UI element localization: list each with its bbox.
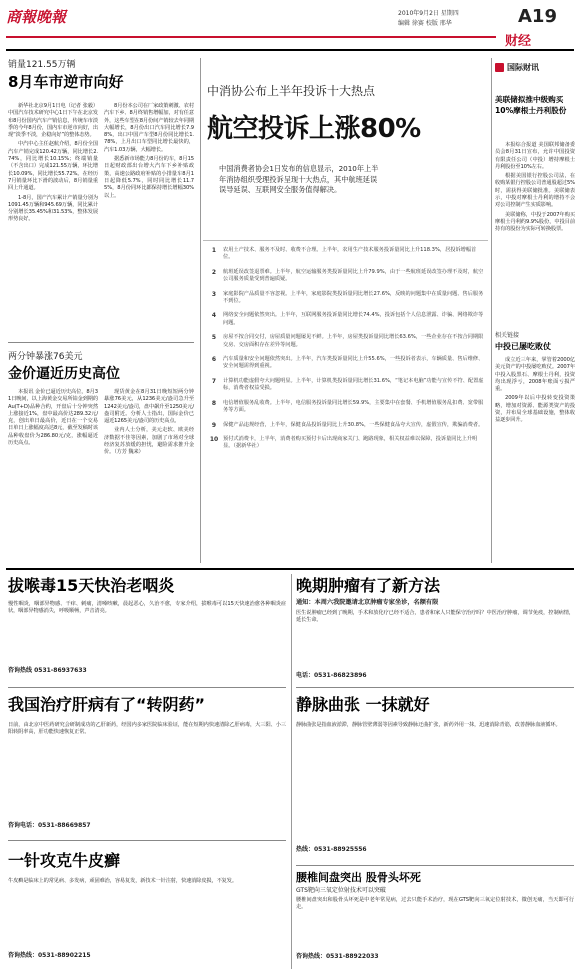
divider <box>296 865 574 866</box>
ad-body: 医生说肿瘤已经到了晚期，手术和放化疗已经不适合，患者和家人只能保守治疗吗？中医治疗肿瘤，调节免疫，控制病情，延长生命。 <box>296 610 574 624</box>
ad-body: 慢性咽炎，咽部异物感、干痒、刺痛，清嗓咳嗽，晨起恶心，久治不愈，专家介绍，拔喉毒可以15天快速治愈各种咽炎症状，咽部异物感消失，呼吸顺畅，声音清亮。 <box>8 601 286 615</box>
feature-complaints <box>203 54 488 566</box>
masthead-rule <box>6 36 496 38</box>
list-item: 2 航班延误改签退票难。上半年，航空运输服务类投诉量同比上升79.9%，由于一些航班延误改签办理不及时，航空公司服务质量受到普遍质疑。 <box>211 268 484 283</box>
newspaper-logo: 商報晚報 <box>6 8 67 26</box>
column-paragraph: 本报综合报道 美国联邦储备委员会8月31日宣布，允许中国投资有限责任公司（中投）增持摩根士丹利股份至10%左右。 <box>495 142 575 170</box>
column-headline: 美联储拟推中级购买10%摩根士丹利股份 <box>495 95 567 115</box>
story-paragraph: 业内人士分析，美元走软、欧美经济数据不佳等因素，加剧了市场对全球经济复苏放缓的担忧，避险需求推升金价。（方芳 魏来） <box>104 427 194 456</box>
ad-contact: 咨询电话：0531-88669857 <box>8 822 91 829</box>
masthead <box>0 0 580 49</box>
story-auto <box>8 57 198 338</box>
ad-contact: 咨询热线：0531-88902215 <box>8 952 91 959</box>
story-paragraph: 现货黄金在8月31日晚短短两分钟暴涨76美元，从1236美元/盎司急升至1242美元/盎司，盘中飙升至1250美元/盎司附近。分析人士指出，国际金价已逼近1265美元/盎司的历史高点。 <box>104 389 194 425</box>
ad-contact: 热线：0531-88925556 <box>296 846 367 853</box>
column-paragraph: 根据美国银行控股公司法，在收购某银行控股公司普通股超过5%时，需获得美联储批准。美联储表示，中投对摩根士丹利的增持不会对公司控制产生实质影响。 <box>495 173 575 209</box>
ad-tumor <box>296 573 574 685</box>
ad-body: 日前，由北京中医药研究会研制成功的乙肝新药，经国内多家医院临床验证，能在短期内快速清除乙肝病毒，大三阳、小三阳转阴率高，肝功能快速恢复正常。 <box>8 722 286 736</box>
ad-headline: 一针攻克牛皮癣 <box>8 851 121 870</box>
ad-body: 牛皮癣是临床上的常见病、多发病，顽固难治，容易复发，新技术一针注射，快速消除皮损，不复发。 <box>8 878 237 884</box>
related-link-label: 相关链接 <box>495 332 520 339</box>
ad-headline: 拔喉毒15天快治老咽炎 <box>8 576 175 595</box>
feature-subheadline: 中消协公布上半年投诉十大热点 <box>207 84 376 98</box>
story-headline: 金价逼近历史高位 <box>8 366 120 382</box>
list-item: 1 农用土产技术、服务不及时、收费不合理。上半年，农用生产技术服务投诉量同比上升118.3%，居投诉增幅首位。 <box>211 247 477 261</box>
list-item: 7 计算机功能虚假夸大问题明显。上半年，计算机类投诉量同比增长31.6%，“笔记本电脑”功能与宣传不符、配置虚标，消费者权益受损。 <box>211 377 484 392</box>
ad-body: 静脉曲张是指血液淤滞，静脉管壁薄弱等因素导致静脉迂曲扩张，新药外用一抹，迅速消除青筋，改善静脉血液循环。 <box>296 722 561 728</box>
masthead-bottom-rule <box>6 49 574 51</box>
related-headline: 中投已屡吃败仗 <box>495 342 551 351</box>
feature-headline: 航空投诉上涨80% <box>207 114 421 144</box>
story-paragraph: 据悉新市场能力8月份的车，8月15日起财政部出台增大汽车下乡补贴政策，高速公路政府补贴的小排量车8月1日起降低5.7%，同时同比增长11.75%，8月份同环比都保持增长增幅30%以上。 <box>104 156 194 199</box>
story-kicker: 两分钟暴涨76美元 <box>8 352 83 362</box>
ad-headline: 腰椎间盘突出 股骨头坏死 <box>296 871 421 884</box>
story-paragraph: 8月份本公司在厂家政策刺激、农村汽车下乡、8月终销售增幅加，对有任意外，这些车型在8月份间产销较去年同期大幅增长，8月份出口汽车同比增长7.98%，出口中国产车型8月份同比增长1.78%，上月出口车型同比增长最快的，汽车1.03万辆，大幅增长。 <box>104 103 194 153</box>
ad-spine <box>296 869 574 971</box>
divider <box>8 687 286 688</box>
story-gold <box>8 349 198 564</box>
list-item: 10 预付式消费卡，上半年，消费者购买预付卡后出现商家关门、跑路现象，相关权益难以保障，投诉量同比上升明显。（据新华社） <box>209 435 478 450</box>
divider <box>8 840 286 841</box>
section-icon <box>495 63 504 72</box>
section-label: 国际财讯 <box>507 62 539 72</box>
list-item: 4 网络安全问题依然突出。上半年，互联网服务投诉量同比增长74.4%，投诉包括个人信息泄露、诈骗、网络欺诈等问题。 <box>211 312 484 326</box>
list-item: 3 家庭影院产品质量不容忽视。上半年，家庭影院类投诉量同比增长27.6%，反映的问题集中在质量问题、售后服务不到位。 <box>211 290 484 305</box>
ad-psoriasis <box>8 848 286 970</box>
ad-headline: 我国治疗肝病有了“转阴药” <box>8 695 206 714</box>
ad-body: 腰椎间盘突出和股骨头坏死是中老年常见病，过去只能手术治疗，现在GTS靶向三氧定位射技术，微创无痛，当天即可行走。 <box>296 897 574 911</box>
column-paragraph: 2009年以后中投转变投资策略，增加对资源、能源类资产的投资，并布局全球基础设施，整体收益逐步回升。 <box>495 395 575 424</box>
ad-subheadline: GTS靶向三氧定位射技术可以突破 <box>296 887 386 894</box>
column-divider <box>200 58 201 563</box>
section-label: 财经 <box>505 34 532 49</box>
story-kicker: 销量121.55万辆 <box>8 60 76 70</box>
ad-contact: 咨询热线 0531-86937633 <box>8 667 87 674</box>
divider <box>296 687 574 688</box>
column-paragraph: 成立近三年来，掌管着2000亿美元资产的中投屡吃败仗。2007年中投入股黑石、摩根士丹利，投资均出现浮亏，2008年账面亏损严重。 <box>495 357 575 393</box>
ad-contact: 咨询热线：0531-88922033 <box>296 953 379 960</box>
story-headline: 8月车市逆市向好 <box>8 73 124 91</box>
list-item: 8 电信增值服务乱收费。上半年，电信服务投诉量同比增长59.9%，主要集中在套餐、手机增值服务乱扣费、宽带服务等方面。 <box>211 399 484 414</box>
list-item: 6 汽车质量和安全问题依然突出。上半年，汽车类投诉量同比上升55.6%，一些投诉者表示，车辆质量、售后维修、安全问题需得到重视。 <box>211 356 484 370</box>
list-item: 5 房屋不按合同交付，房屋质量问题屡见不鲜。上半年，房屋类投诉量同比增长63.6%，一些企业存在不按合同期限交房、交房面积存在差异等问题。 <box>211 334 484 348</box>
column-divider <box>291 574 292 969</box>
editor-line: 编辑 徐赛 校版 邢华 <box>398 20 452 27</box>
story-paragraph: 新华社北京9月1日电（记者 张毅）中国汽车技术研究中心1日下午在北京发布8月份国内汽车产销信息，传统车市淡季的今年8月份，国内车市逆市向好，出现“淡季不淡，企稳向好”的整体态势。 <box>8 103 98 139</box>
page-number: A19 <box>518 6 557 27</box>
story-paragraph: 1-8月，国产汽车累计产销量分别为1091.45万辆和945.69万辆，同比累计分别增长35.45%和31.53%，整体发展形势良好。 <box>8 194 98 223</box>
ad-liver <box>8 692 286 837</box>
column-intl-finance <box>495 60 575 565</box>
ad-headline: 静脉曲张 一抹就好 <box>296 695 430 714</box>
divider <box>8 342 194 343</box>
feature-list <box>203 240 488 525</box>
ad-section-rule <box>6 568 574 570</box>
ad-subheadline: 通知：本周六我院邀请北京肿瘤专家坐诊，名额有限 <box>296 599 439 606</box>
ad-headline: 晚期肿瘤有了新方法 <box>296 576 441 595</box>
ad-varicose <box>296 692 574 862</box>
column-paragraph: 美联储称，中投于2007年购买摩根士丹利约9.9%股份，中投目前持有的股份为实际可转换股票。 <box>495 211 575 233</box>
list-item: 9 保健产品违规经营，上半年，保健食品投诉量同比上升30.8%，一些保健食品夸大宣传，虚假宣传，欺骗消费者。 <box>211 421 484 429</box>
ad-throat <box>8 573 286 683</box>
story-paragraph: 本报讯 金价已逼近历史高位，8月31日晚间，以上海黄金交易所铂金到期的Au(T+D)品种合约，开盘后十分钟突然上涨接近1%，盘中最高价达289.32元/克，创出单日最高价，近日在一个交易日单日上涨幅度高达8元，截至发稿时该品种收盘价为286.80元/克，涨幅逼近历史高点。 <box>8 389 98 447</box>
feature-lead: 中国消费者协会1日发布的信息显示，2010年上半年消协组织受理投诉呈现十大热点，其中航班延误误导延误、互联网安全服务值得解决。 <box>219 164 379 194</box>
story-paragraph: 中汽中心主任赵航介绍，8月份全国汽车产销完成120.42万辆，同比增长2.74%，同比增长10.15%；终端销量（不含出口）完成121.55万辆，环比增长10.09%，同比增长55.72%。在经历7月销量环比下滑的波动后，8月销量重回上升通道。 <box>8 141 98 192</box>
column-divider <box>491 58 492 563</box>
ad-contact: 电话：0531-86823896 <box>296 672 367 679</box>
date-line: 2010年9月2日 星期四 <box>398 10 459 17</box>
